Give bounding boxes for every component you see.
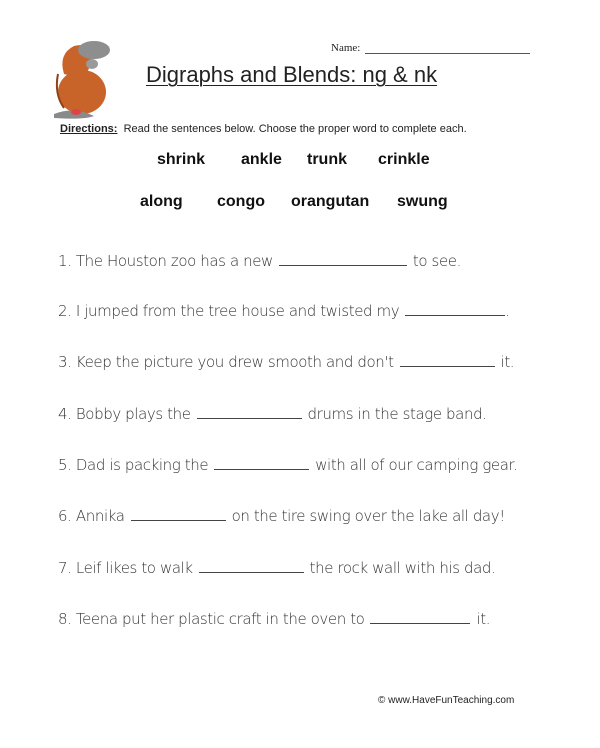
name-field[interactable]	[365, 53, 530, 54]
sentence-text-before: Dad is packing the	[75, 456, 209, 474]
answer-blank[interactable]	[197, 417, 302, 419]
sentence-number: 2.	[58, 302, 72, 320]
sentence-text-after: it.	[476, 610, 491, 628]
sentence-number: 6.	[58, 507, 72, 525]
footer-copyright: © www.HaveFunTeaching.com	[378, 695, 515, 706]
sentence-7	[58, 559, 495, 577]
answer-blank[interactable]	[214, 468, 309, 470]
answer-blank[interactable]	[370, 622, 470, 624]
word-bank-item: congo	[217, 193, 265, 210]
answer-blank[interactable]	[405, 314, 505, 316]
word-bank-item: orangutan	[291, 193, 370, 210]
sentence-text-after: it.	[500, 353, 515, 371]
sentence-text-before: Annika	[75, 507, 125, 525]
sentence-1	[58, 252, 461, 270]
sentence-2	[58, 302, 510, 320]
sentence-text-before: Teena put her plastic craft in the oven to	[75, 610, 365, 628]
word-bank-item: shrink	[157, 151, 206, 168]
sentence-text-before: The Houston zoo has a new	[75, 252, 273, 270]
name-label: Name:	[331, 42, 361, 54]
sentence-text-after: with all of our camping gear.	[315, 456, 518, 474]
sentence-number: 3.	[58, 353, 72, 371]
sentence-5	[58, 456, 517, 474]
sentence-text-before: Leif likes to walk	[75, 559, 193, 577]
word-bank-item: trunk	[307, 151, 347, 168]
sentence-text-before: Bobby plays the	[75, 405, 191, 423]
answer-blank[interactable]	[131, 519, 226, 521]
sentence-text-before: Keep the picture you drew smooth and don't	[75, 353, 394, 371]
sentence-6	[58, 507, 505, 525]
answer-blank[interactable]	[279, 264, 407, 266]
sentence-number: 7.	[58, 559, 72, 577]
sentence-number: 4.	[58, 405, 72, 423]
word-bank-item: along	[140, 193, 183, 210]
sentence-text-after: .	[505, 302, 510, 320]
answer-blank[interactable]	[400, 365, 495, 367]
word-bank-item: ankle	[241, 151, 282, 168]
sentence-8	[58, 610, 490, 628]
sentence-number: 1.	[58, 252, 72, 270]
sentence-text-after: drums in the stage band.	[307, 405, 487, 423]
word-bank-item: swung	[397, 193, 448, 210]
directions-label: Directions:	[60, 123, 118, 135]
answer-blank[interactable]	[199, 571, 304, 573]
sentence-text-before: I jumped from the tree house and twisted my	[75, 302, 400, 320]
sentence-3	[58, 353, 514, 371]
sentence-number: 5.	[58, 456, 72, 474]
word-bank-item: crinkle	[378, 151, 430, 168]
orangutan-illustration	[44, 34, 128, 120]
page-title: Digraphs and Blends: ng & nk	[146, 62, 438, 87]
sentence-text-after: the rock wall with his dad.	[309, 559, 496, 577]
sentence-number: 8.	[58, 610, 72, 628]
sentence-text-after: on the tire swing over the lake all day!	[231, 507, 505, 525]
directions-text: Read the sentences below. Choose the proper word to complete each.	[123, 123, 467, 135]
sentence-text-after: to see.	[412, 252, 461, 270]
directions	[60, 123, 467, 135]
sentence-4	[58, 405, 487, 423]
